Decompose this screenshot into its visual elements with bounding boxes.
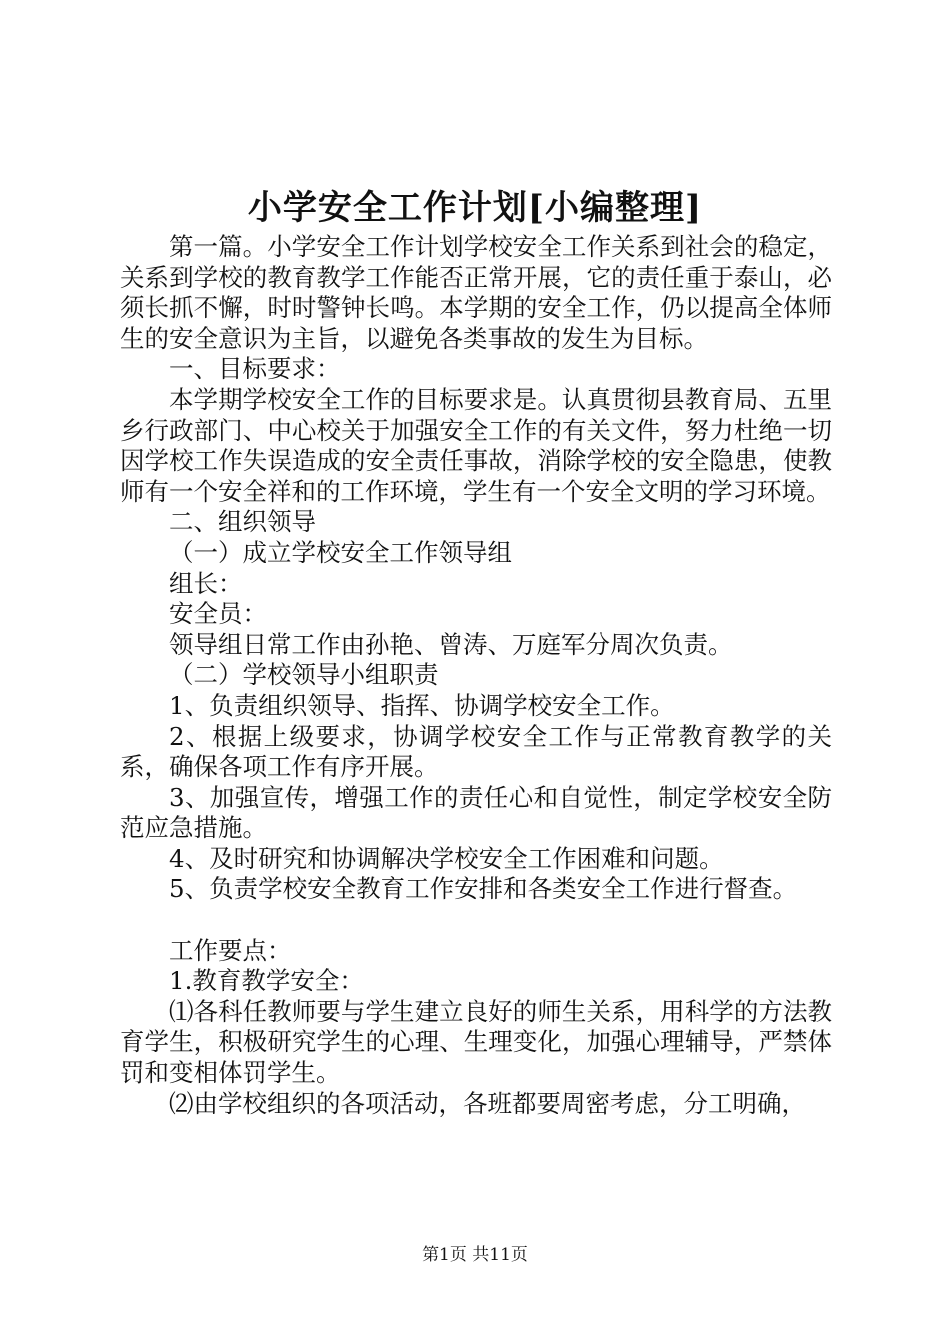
paragraph-goals: 本学期学校安全工作的目标要求是。认真贯彻县教育局、五里乡行政部门、中心校关于加强安全工作的有关文件，努力杜绝一切因学校工作失误造成的安全责任事故，消除学校的安全隐患，使教师有一个安全祥和的工作环境，学生有一个安全文明的学习环境。 <box>120 384 832 506</box>
page-footer: 第1页 共11页 <box>422 1245 528 1265</box>
heading-organization: 二、组织领导 <box>169 507 316 537</box>
paragraph-daily-work: 领导组日常工作由孙艳、曾涛、万庭军分周次负责。 <box>169 629 733 659</box>
line-group-leader: 组长： <box>169 568 243 598</box>
heading-key-points: 工作要点： <box>169 935 292 965</box>
duty-item-5: 5、负责学校安全教育工作安排和各类安全工作进行督查。 <box>169 874 798 904</box>
duty-item-2: 2、根据上级要求，协调学校安全工作与正常教育教学的关系，确保各项工作有序开展。 <box>120 721 832 782</box>
paragraph-intro: 第一篇。小学安全工作计划学校安全工作关系到社会的稳定，关系到学校的教育教学工作能否正常开展，它的责任重于泰山，必须长抓不懈，时时警钟长鸣。本学期的安全工作，仍以提高全体师生的安全意识为主旨，以避免各类事故的发生为目标。 <box>120 232 832 353</box>
subheading-leadership-group: （一）成立学校安全工作领导组 <box>169 537 512 567</box>
point-item-2: ⑵由学校组织的各项活动，各班都要周密考虑，分工明确， <box>169 1088 806 1118</box>
duty-item-1: 1、负责组织领导、指挥、协调学校安全工作。 <box>169 690 675 720</box>
blank-line <box>120 905 832 936</box>
point-item-1: ⑴各科任教师要与学生建立良好的师生关系，用科学的方法教育学生，积极研究学生的心理、生理变化，加强心理辅导，严禁体罚和变相体罚学生。 <box>120 996 832 1088</box>
line-safety-officer: 安全员： <box>169 599 267 629</box>
subheading-teaching-safety: 1.教育教学安全： <box>169 966 364 996</box>
duty-item-4: 4、及时研究和协调解决学校安全工作困难和问题。 <box>169 843 724 873</box>
duty-item-3: 3、加强宣传，增强工作的责任心和自觉性，制定学校安全防范应急措施。 <box>120 782 832 843</box>
document-body <box>120 232 832 1119</box>
heading-goals: 一、目标要求： <box>169 354 341 384</box>
document-title: 小学安全工作计划[小编整理] <box>247 188 703 228</box>
subheading-duties: （二）学校领导小组职责 <box>169 660 439 690</box>
